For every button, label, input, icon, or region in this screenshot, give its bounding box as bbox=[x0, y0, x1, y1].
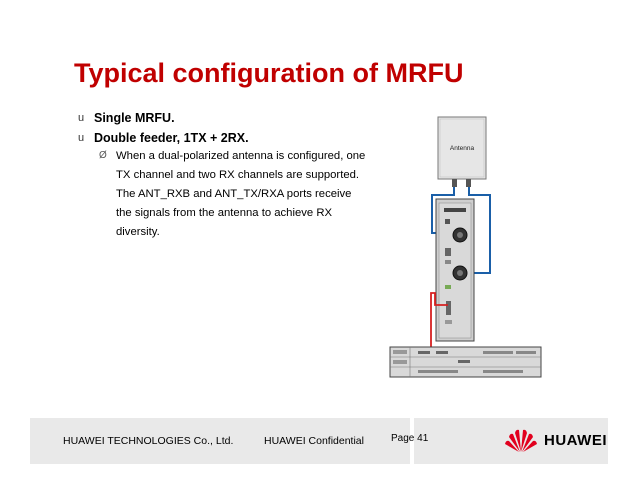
footer-company: HUAWEI TECHNOLOGIES Co., Ltd. bbox=[63, 435, 234, 447]
antenna-label: Antenna bbox=[449, 145, 475, 152]
antenna bbox=[438, 117, 486, 187]
sub-bullet-line: the signals from the antenna to achieve RX bbox=[116, 207, 333, 219]
bullet-text: Single MRFU. bbox=[94, 111, 175, 125]
footer-confidential: HUAWEI Confidential bbox=[264, 435, 364, 447]
mrfu-module bbox=[436, 199, 474, 341]
bullet-text: Double feeder, 1TX + 2RX. bbox=[94, 131, 249, 145]
footer-page-number: Page 41 bbox=[391, 433, 429, 444]
sub-bullet-line: The ANT_RXB and ANT_TX/RXA ports receive bbox=[116, 188, 352, 200]
sub-bullet-line: diversity. bbox=[116, 226, 160, 238]
mrfu-connection-diagram bbox=[388, 115, 543, 380]
huawei-logo-icon bbox=[504, 427, 538, 453]
huawei-brand-text: HUAWEI bbox=[544, 432, 607, 449]
bullet-marker: u bbox=[78, 112, 85, 124]
sub-bullet-line: TX channel and two RX channels are supported. bbox=[116, 169, 360, 181]
bbu-chassis bbox=[390, 347, 541, 377]
bullet-marker: u bbox=[78, 132, 85, 144]
sub-bullet-line: When a dual-polarized antenna is configured, one bbox=[116, 150, 366, 162]
slide-title: Typical configuration of MRFU bbox=[74, 58, 464, 88]
sub-bullet-marker: Ø bbox=[99, 150, 107, 161]
